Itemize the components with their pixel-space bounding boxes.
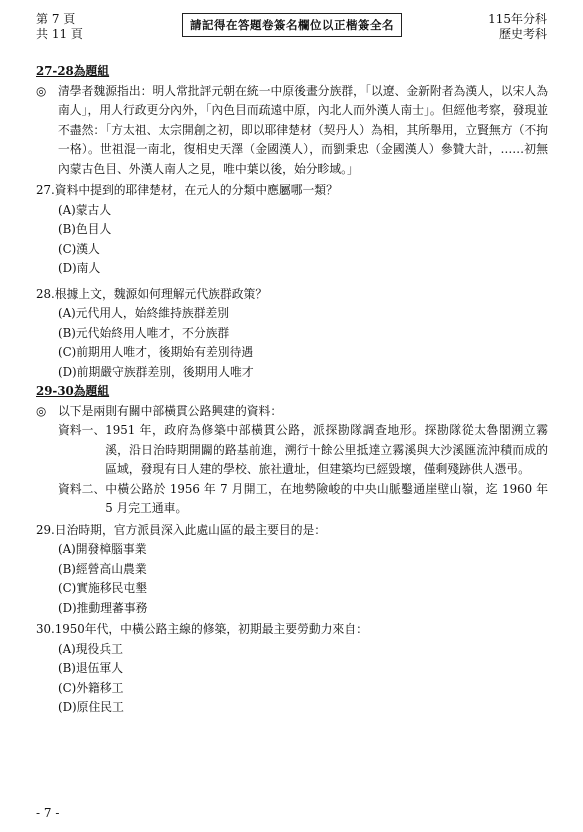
- group2-mark: ◎: [36, 403, 47, 418]
- option-28-d: (D)前期嚴守族群差別，後期用人唯才: [58, 364, 254, 379]
- page-content: [36, 62, 548, 718]
- option-29-b: (B)經營高山農業: [58, 561, 147, 576]
- option-28-c: (C)前期用人唯才，後期始有差別待遇: [58, 345, 254, 359]
- question-27: [36, 181, 548, 201]
- footer-page-number: - 7 -: [36, 806, 60, 820]
- group1-mark: ◎: [36, 83, 47, 98]
- question-28: [36, 285, 548, 305]
- question-30-number: 30.: [36, 622, 55, 636]
- question-28-stem: 根據上文，魏源如何理解元代族群政策？: [54, 286, 268, 301]
- question-30-stem: 1950年代，中橫公路主線的修築，初期最主要勞動力來自：: [54, 622, 368, 636]
- question-29-number: 29.: [36, 522, 55, 537]
- question-30-options: [58, 640, 548, 718]
- option-27-a: (A)蒙古人: [58, 202, 112, 217]
- source-2-label: 資料二、: [58, 481, 106, 496]
- group-title-29-30: 29-30為題組: [36, 384, 110, 398]
- exam-year: 115年分科: [488, 12, 547, 26]
- group2-intro-text: 以下是兩則有關中部橫貫公路興建的資料：: [58, 403, 283, 418]
- option-30-c: (C)外籍移工: [58, 680, 124, 695]
- question-27-options: [58, 201, 548, 279]
- source-1: [58, 421, 548, 480]
- group1-passage-text: 清學者魏源指出：明人常批評元朝在統一中原後畫分族群，「以遼、金新附者為漢人，以宋人為南人」，用人行政更分內外，「內色目而疏遠中原，內北人而外漢人南士」。但經他考察，發現並不盡然：「方太祖、太宗開創之初，即以耶律楚材（契丹人）為相，其所舉用，立賢無方（不拘一格）。世祖混一南北，復相史天澤（金國漢人），而劉秉忠（金國漢人）參贊大計，……初無內蒙古色目、外漢人南人之見，唯中葉以後，始分畛域。」: [58, 83, 548, 176]
- option-27-b: (B)色目人: [58, 222, 112, 236]
- option-29-a: (A)開發樟腦事業: [58, 542, 147, 556]
- question-30: [36, 620, 548, 640]
- question-29-options: [58, 540, 548, 618]
- group2-intro: [36, 402, 548, 422]
- page-number-line: 第 7 頁: [36, 12, 76, 26]
- question-27-stem: 資料中提到的耶律楚材，在元人的分類中應屬哪一類？: [54, 183, 338, 197]
- source-1-label: 資料一、: [58, 423, 106, 437]
- option-28-a: (A)元代用人，始終維持族群差別: [58, 306, 230, 320]
- source-2: [58, 480, 548, 519]
- option-30-b: (B)退伍軍人: [58, 661, 124, 675]
- option-29-c: (C)實施移民屯墾: [58, 581, 148, 595]
- question-29-stem: 日治時期，官方派員深入此處山區的最主要目的是：: [54, 522, 327, 537]
- group-title-27-28: 27-28為題組: [36, 64, 110, 78]
- source-1-text: 1951 年，政府為修築中部橫貫公路，派探勘隊調查地形。探勘隊從太魯閣溯立霧溪，沿日治時期開闢的路基前進，溯行十餘公里抵達立霧溪與大沙溪匯流沖積而成的區域，發現有日人建的學校、旅社遺址，但建築均已經毀壞，僅剩殘跡供人憑弔。: [105, 423, 548, 476]
- signature-notice-box: 請記得在答題卷簽名欄位以正楷簽全名: [182, 13, 402, 37]
- option-28-b: (B)元代始終用人唯才，不分族群: [58, 325, 230, 340]
- total-pages-line: 共 11 頁: [36, 27, 83, 41]
- exam-subject: 歷史考科: [498, 27, 547, 41]
- option-27-c: (C)漢人: [58, 241, 100, 256]
- question-28-number: 28.: [36, 286, 55, 301]
- option-30-d: (D)原住民工: [58, 700, 124, 714]
- question-27-number: 27.: [36, 183, 55, 197]
- question-29: [36, 521, 548, 541]
- source-2-text: 中橫公路於 1956 年 7 月開工，在地勢險峻的中央山脈鑿通崖壁山嶺，迄 1960 年 5 月完工通車。: [105, 481, 548, 515]
- option-27-d: (D)南人: [58, 261, 101, 275]
- question-28-options: [58, 304, 548, 382]
- group1-passage: [36, 82, 548, 180]
- option-30-a: (A)現役兵工: [58, 641, 123, 656]
- option-29-d: (D)推動理蕃事務: [58, 600, 148, 615]
- header-exam-info: [488, 12, 547, 42]
- header-page-info: [36, 12, 83, 42]
